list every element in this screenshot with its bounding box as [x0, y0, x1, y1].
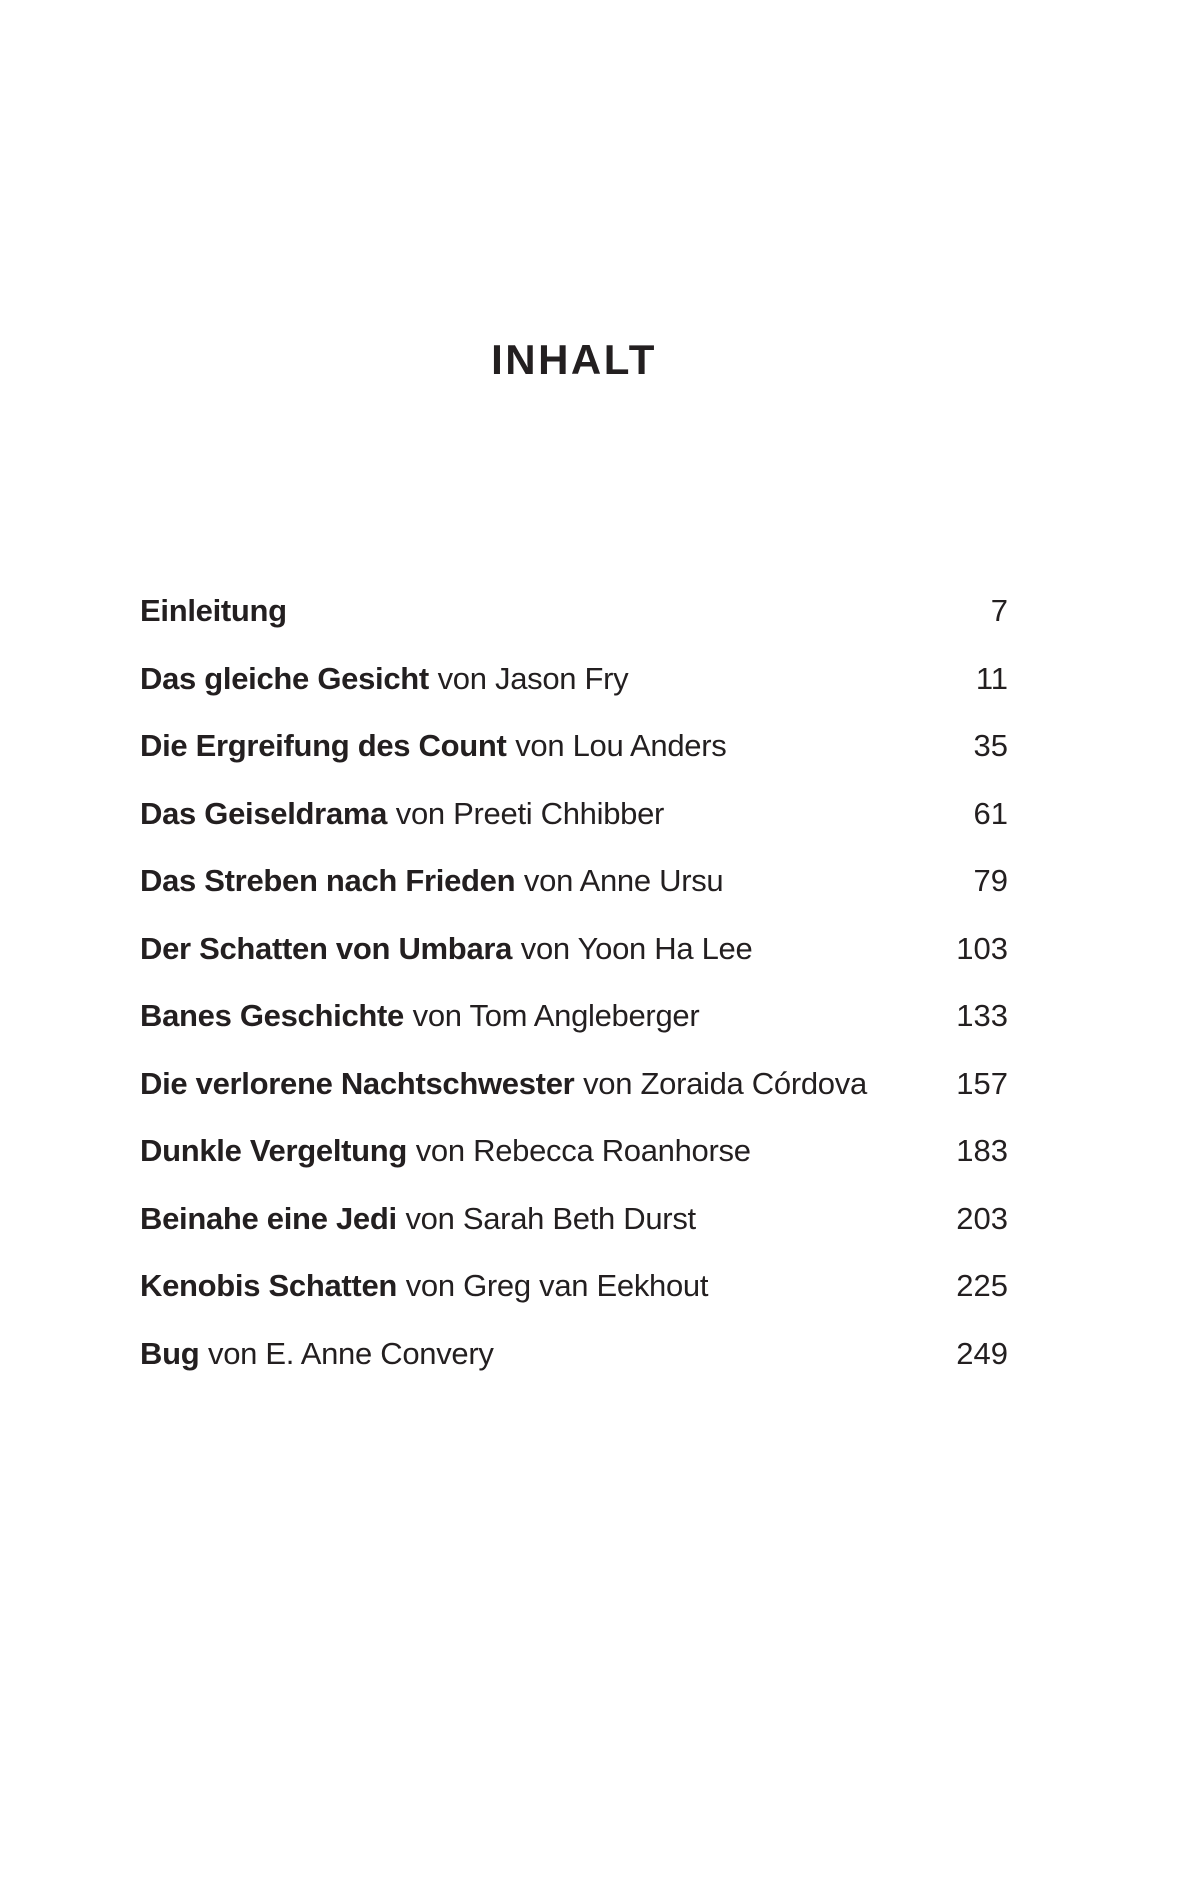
toc-entry-text [140, 847, 723, 915]
toc-entry-row [140, 982, 1008, 1050]
toc-entry-text [140, 1252, 708, 1320]
toc-entry-page-number: 249 [956, 1335, 1008, 1371]
toc-entry-text [140, 1050, 867, 1118]
toc-entry-title: Kenobis Schatten [140, 1268, 398, 1303]
toc-list [140, 577, 1008, 1387]
toc-entry-row [140, 1117, 1008, 1185]
toc-entry-page-number: 103 [956, 930, 1008, 966]
toc-entry-title: Einleitung [140, 593, 287, 628]
toc-entry-title: Dunkle Vergeltung [140, 1133, 408, 1168]
toc-entry-author: von Anne Ursu [523, 863, 724, 898]
toc-entry-author: von Greg van Eekhout [405, 1268, 709, 1303]
toc-entry-author: von Sarah Beth Durst [405, 1200, 696, 1236]
toc-entry-row [140, 1050, 1008, 1118]
toc-entry-author: von Tom Angleberger [412, 998, 700, 1033]
toc-entry-page-number: 7 [990, 593, 1008, 628]
toc-entry-text [140, 1185, 696, 1253]
toc-entry-row [140, 847, 1008, 915]
toc-entry-title: Der Schatten von Umbara [140, 930, 513, 966]
toc-entry-row [140, 915, 1008, 983]
toc-entry-author: von Yoon Ha Lee [520, 930, 753, 966]
toc-entry-author: von Jason Fry [437, 660, 629, 696]
toc-entry-row [140, 712, 1008, 780]
toc-entry-author: von E. Anne Convery [208, 1335, 494, 1371]
toc-entry-author: von Zoraida Córdova [583, 1065, 867, 1101]
toc-entry-page-number: 157 [956, 1065, 1008, 1101]
toc-entry-page-number: 79 [973, 863, 1008, 898]
toc-entry-title: Banes Geschichte [140, 998, 404, 1033]
toc-entry-row [140, 577, 1008, 645]
toc-entry-author: von Preeti Chhibber [395, 795, 665, 831]
toc-entry-text [140, 645, 628, 713]
page-title: INHALT [491, 336, 657, 383]
toc-entry-row [140, 780, 1008, 848]
toc-entry-page-number: 11 [975, 660, 1008, 696]
toc-entry-page-number: 203 [956, 1200, 1008, 1236]
toc-entry-page-number: 35 [973, 728, 1008, 763]
toc-entry-title: Bug [140, 1335, 200, 1371]
toc-entry-text [140, 1320, 494, 1388]
toc-entry-title: Das gleiche Gesicht [140, 660, 429, 696]
toc-entry-title: Das Geiseldrama [140, 795, 388, 831]
toc-entry-page-number: 183 [956, 1133, 1008, 1168]
toc-entry-page-number: 61 [973, 795, 1008, 831]
toc-entry-text [140, 982, 699, 1050]
toc-entry-text [140, 915, 752, 983]
toc-entry-text [140, 577, 287, 645]
toc-entry-title: Die verlorene Nachtschwester [140, 1065, 575, 1101]
toc-entry-text [140, 712, 726, 780]
toc-entry-text [140, 780, 664, 848]
toc-entry-row [140, 1252, 1008, 1320]
toc-entry-author: von Rebecca Roanhorse [415, 1133, 751, 1168]
toc-entry-row [140, 1185, 1008, 1253]
toc-entry-page-number: 225 [956, 1268, 1008, 1303]
toc-entry-page-number: 133 [956, 998, 1008, 1033]
toc-entry-title: Die Ergreifung des Count [140, 728, 507, 763]
toc-entry-author: von Lou Anders [515, 728, 727, 763]
toc-entry-title: Das Streben nach Frieden [140, 863, 516, 898]
toc-entry-text [140, 1117, 751, 1185]
toc-entry-row [140, 645, 1008, 713]
toc-entry-row [140, 1320, 1008, 1388]
toc-entry-title: Beinahe eine Jedi [140, 1200, 397, 1236]
